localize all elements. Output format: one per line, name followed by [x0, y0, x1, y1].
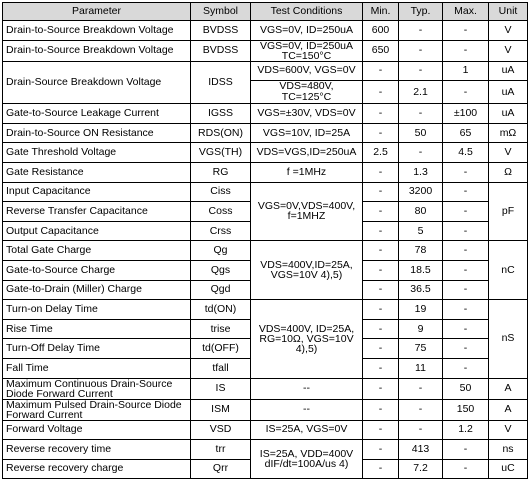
condition-cell: VDS=400V, ID=25A, RG=10Ω, VGS=10V 4),5) — [251, 300, 363, 378]
table-row — [3, 162, 528, 182]
condition-cell: VGS=0V, ID=250uA TC=150°C — [251, 40, 363, 61]
condition-cell: VDS=480V, TC=125°C — [251, 81, 363, 104]
symbol-cell: Qrr — [191, 459, 251, 479]
typ-cell: 7.2 — [399, 459, 443, 479]
table-row — [3, 123, 528, 143]
condition-cell: VDS=600V, VGS=0V — [251, 61, 363, 81]
min-cell: - — [363, 339, 399, 359]
symbol-cell: Ciss — [191, 182, 251, 202]
min-cell: - — [363, 358, 399, 378]
header-parameter: Parameter — [3, 3, 191, 21]
min-cell: - — [363, 459, 399, 479]
symbol-cell: BVDSS — [191, 21, 251, 41]
param-cell: Maximum Continuous Drain-Source Diode Forward Current — [3, 378, 191, 399]
min-cell: - — [363, 440, 399, 460]
unit-cell: uA — [489, 104, 528, 124]
max-cell: - — [443, 40, 489, 61]
typ-cell: 19 — [399, 300, 443, 320]
header-typ: Typ. — [399, 3, 443, 21]
max-cell: - — [443, 202, 489, 222]
symbol-cell: RG — [191, 162, 251, 182]
min-cell: - — [363, 123, 399, 143]
condition-cell: IS=25A, VGS=0V — [251, 420, 363, 440]
max-cell: - — [443, 358, 489, 378]
unit-cell: nC — [489, 241, 528, 300]
typ-cell: 11 — [399, 358, 443, 378]
max-cell: - — [443, 300, 489, 320]
max-cell: - — [443, 81, 489, 104]
max-cell: 1.2 — [443, 420, 489, 440]
param-cell: Maximum Pulsed Drain-Source Diode Forward Current — [3, 399, 191, 420]
min-cell: - — [363, 300, 399, 320]
condition-cell: -- — [251, 399, 363, 420]
header-unit: Unit — [489, 3, 528, 21]
condition-cell: -- — [251, 378, 363, 399]
table-row — [3, 143, 528, 163]
symbol-cell: tfall — [191, 358, 251, 378]
condition-cell: VGS=10V, ID=25A — [251, 123, 363, 143]
symbol-cell: Coss — [191, 202, 251, 222]
typ-cell: - — [399, 40, 443, 61]
min-cell: - — [363, 182, 399, 202]
symbol-cell: Qgd — [191, 280, 251, 300]
table-row — [3, 104, 528, 124]
typ-cell: - — [399, 104, 443, 124]
symbol-cell: IDSS — [191, 61, 251, 104]
param-cell: Reverse Transfer Capacitance — [3, 202, 191, 222]
param-cell: Reverse recovery time — [3, 440, 191, 460]
min-cell: - — [363, 202, 399, 222]
min-cell: - — [363, 221, 399, 241]
max-cell: - — [443, 241, 489, 261]
table-row — [3, 21, 528, 41]
table-row — [3, 440, 528, 460]
unit-cell: V — [489, 143, 528, 163]
table-row — [3, 420, 528, 440]
symbol-cell: td(OFF) — [191, 339, 251, 359]
unit-cell: ns — [489, 440, 528, 460]
symbol-cell: IGSS — [191, 104, 251, 124]
condition-cell: VGS=±30V, VDS=0V — [251, 104, 363, 124]
min-cell: - — [363, 260, 399, 280]
param-cell: Gate Resistance — [3, 162, 191, 182]
min-cell: - — [363, 319, 399, 339]
param-cell: Fall Time — [3, 358, 191, 378]
typ-cell: 36.5 — [399, 280, 443, 300]
typ-cell: 3200 — [399, 182, 443, 202]
typ-cell: 9 — [399, 319, 443, 339]
symbol-cell: trr — [191, 440, 251, 460]
unit-cell: V — [489, 40, 528, 61]
param-cell: Reverse recovery charge — [3, 459, 191, 479]
max-cell: 1 — [443, 61, 489, 81]
min-cell: - — [363, 420, 399, 440]
param-cell: Drain-to-Source Breakdown Voltage — [3, 21, 191, 41]
param-cell: Forward Voltage — [3, 420, 191, 440]
max-cell: - — [443, 162, 489, 182]
max-cell: 4.5 — [443, 143, 489, 163]
param-cell: Gate-to-Drain (Miller) Charge — [3, 280, 191, 300]
param-cell: Gate-to-Source Charge — [3, 260, 191, 280]
min-cell: 2.5 — [363, 143, 399, 163]
min-cell: 650 — [363, 40, 399, 61]
max-cell: - — [443, 459, 489, 479]
symbol-cell: ISM — [191, 399, 251, 420]
condition-cell: VGS=0V,VDS=400V, f=1MHZ — [251, 182, 363, 241]
typ-cell: 75 — [399, 339, 443, 359]
param-cell: Total Gate Charge — [3, 241, 191, 261]
max-cell: - — [443, 260, 489, 280]
unit-cell: Ω — [489, 162, 528, 182]
typ-cell: - — [399, 21, 443, 41]
symbol-cell: td(ON) — [191, 300, 251, 320]
header-test-conditions: Test Conditions — [251, 3, 363, 21]
max-cell: - — [443, 221, 489, 241]
min-cell: - — [363, 399, 399, 420]
symbol-cell: IS — [191, 378, 251, 399]
min-cell: 600 — [363, 21, 399, 41]
condition-cell: f =1MHz — [251, 162, 363, 182]
typ-cell: - — [399, 378, 443, 399]
param-cell: Turn-on Delay Time — [3, 300, 191, 320]
param-cell: Drain-to-Source Breakdown Voltage — [3, 40, 191, 61]
table-row — [3, 378, 528, 399]
unit-cell: uA — [489, 81, 528, 104]
condition-cell: VGS=0V, ID=250uA — [251, 21, 363, 41]
param-cell: Rise Time — [3, 319, 191, 339]
min-cell: - — [363, 280, 399, 300]
condition-cell: VDS=400V,ID=25A, VGS=10V 4),5) — [251, 241, 363, 300]
typ-cell: 50 — [399, 123, 443, 143]
header-min: Min. — [363, 3, 399, 21]
symbol-cell: VGS(TH) — [191, 143, 251, 163]
table-row — [3, 182, 528, 202]
max-cell: ±100 — [443, 104, 489, 124]
param-cell: Gate Threshold Voltage — [3, 143, 191, 163]
max-cell: - — [443, 440, 489, 460]
typ-cell: 78 — [399, 241, 443, 261]
typ-cell: 2.1 — [399, 81, 443, 104]
typ-cell: 80 — [399, 202, 443, 222]
symbol-cell: BVDSS — [191, 40, 251, 61]
min-cell: - — [363, 241, 399, 261]
param-cell: Turn-Off Delay Time — [3, 339, 191, 359]
symbol-cell: RDS(ON) — [191, 123, 251, 143]
max-cell: 50 — [443, 378, 489, 399]
min-cell: - — [363, 81, 399, 104]
condition-cell: IS=25A, VDD=400V dIF/dt=100A/us 4) — [251, 440, 363, 479]
unit-cell: mΩ — [489, 123, 528, 143]
unit-cell: pF — [489, 182, 528, 241]
unit-cell: uC — [489, 459, 528, 479]
min-cell: - — [363, 104, 399, 124]
unit-cell: A — [489, 399, 528, 420]
max-cell: - — [443, 280, 489, 300]
min-cell: - — [363, 61, 399, 81]
table-row — [3, 399, 528, 420]
typ-cell: - — [399, 399, 443, 420]
max-cell: - — [443, 319, 489, 339]
param-cell: Gate-to-Source Leakage Current — [3, 104, 191, 124]
unit-cell: V — [489, 21, 528, 41]
symbol-cell: VSD — [191, 420, 251, 440]
header-symbol: Symbol — [191, 3, 251, 21]
typ-cell: 1.3 — [399, 162, 443, 182]
symbol-cell: Qg — [191, 241, 251, 261]
table-row — [3, 40, 528, 61]
typ-cell: - — [399, 61, 443, 81]
unit-cell: uA — [489, 61, 528, 81]
param-cell: Drain-to-Source ON Resistance — [3, 123, 191, 143]
table-row — [3, 300, 528, 320]
unit-cell: nS — [489, 300, 528, 378]
typ-cell: 18.5 — [399, 260, 443, 280]
table-row — [3, 241, 528, 261]
header-row — [3, 3, 528, 21]
unit-cell: A — [489, 378, 528, 399]
param-cell: Drain-Source Breakdown Voltage — [3, 61, 191, 104]
symbol-cell: Crss — [191, 221, 251, 241]
table-row — [3, 61, 528, 81]
typ-cell: 413 — [399, 440, 443, 460]
typ-cell: - — [399, 143, 443, 163]
param-cell: Input Capacitance — [3, 182, 191, 202]
electrical-characteristics-table — [2, 2, 528, 479]
typ-cell: - — [399, 420, 443, 440]
max-cell: - — [443, 182, 489, 202]
typ-cell: 5 — [399, 221, 443, 241]
header-max: Max. — [443, 3, 489, 21]
symbol-cell: Qgs — [191, 260, 251, 280]
max-cell: 65 — [443, 123, 489, 143]
min-cell: - — [363, 162, 399, 182]
symbol-cell: trise — [191, 319, 251, 339]
unit-cell: V — [489, 420, 528, 440]
max-cell: - — [443, 21, 489, 41]
param-cell: Output Capacitance — [3, 221, 191, 241]
max-cell: 150 — [443, 399, 489, 420]
max-cell: - — [443, 339, 489, 359]
condition-cell: VDS=VGS,ID=250uA — [251, 143, 363, 163]
min-cell: - — [363, 378, 399, 399]
